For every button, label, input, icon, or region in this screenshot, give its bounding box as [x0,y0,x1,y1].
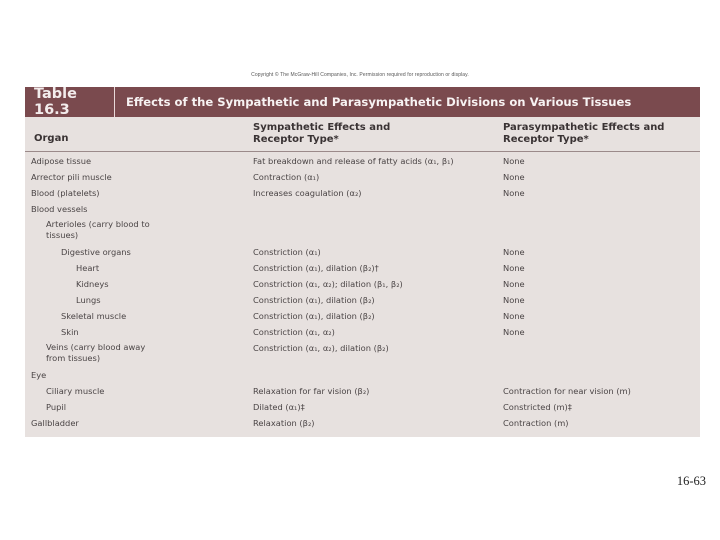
table-row [25,325,700,341]
sympathetic-cell: Constriction (α₁), dilation (β₂)† [253,263,379,273]
organ-cell: Arrector pili muscle [31,172,112,182]
parasympathetic-cell: None [503,188,525,198]
organ-cell: Skin [61,327,79,337]
table-row [25,309,700,325]
table-row [25,277,700,293]
organ-cell: Heart [76,263,100,273]
parasympathetic-cell: None [503,327,525,337]
table-row [25,416,700,432]
sympathetic-cell: Dilated (α₁)‡ [253,402,305,412]
sympathetic-cell: Increases coagulation (α₂) [253,188,362,198]
parasympathetic-cell: None [503,311,525,321]
table-row [25,218,700,245]
organ-cell: Blood vessels [31,204,88,214]
table-row [25,261,700,277]
header-sympathetic-line1: Sympathetic Effects and [253,122,391,133]
table-row [25,384,700,400]
organ-cell: Arterioles (carry blood to tissues) [46,219,150,240]
sympathetic-cell: Constriction (α₁) [253,247,321,257]
sympathetic-cell: Constriction (α₁), dilation (β₂) [253,311,375,321]
parasympathetic-cell: None [503,247,525,257]
organ-cell: Veins (carry blood away from tissues) [46,342,146,363]
organ-cell: Digestive organs [61,247,131,257]
copyright-notice: Copyright © The McGraw-Hill Companies, Inc. Permission required for reproduction or display. [251,72,469,78]
organ-cell: Pupil [46,402,66,412]
header-parasympathetic-line2: Receptor Type* [503,134,589,145]
sympathetic-cell: Relaxation for far vision (β₂) [253,386,370,396]
sympathetic-cell: Constriction (α₁, α₂), dilation (β₂) [253,343,389,353]
sympathetic-cell: Fat breakdown and release of fatty acids (α₁, β₁) [253,156,454,166]
parasympathetic-cell: None [503,172,525,182]
table-row [25,154,700,170]
organ-cell: Adipose tissue [31,156,92,166]
table-16-3 [25,87,700,437]
parasympathetic-cell: Contraction (m) [503,418,569,428]
organ-cell: Blood (platelets) [31,188,100,198]
header-sympathetic-line2: Receptor Type* [253,134,339,145]
table-row [25,368,700,384]
table-body [25,154,700,432]
organ-cell: Skeletal muscle [61,311,127,321]
organ-cell: Lungs [76,295,101,305]
table-number: Table 16.3 [25,87,115,117]
table-row [25,202,700,218]
header-organ: Organ [34,133,69,144]
parasympathetic-cell: None [503,279,525,289]
parasympathetic-cell: None [503,156,525,166]
table-row [25,341,700,368]
table-row [25,245,700,261]
parasympathetic-cell: None [503,295,525,305]
table-row [25,400,700,416]
parasympathetic-cell: None [503,263,525,273]
header-parasympathetic-line1: Parasympathetic Effects and [503,122,665,133]
sympathetic-cell: Constriction (α₁, α₂); dilation (β₁, β₂) [253,279,403,289]
sympathetic-cell: Contraction (α₁) [253,172,320,182]
table-header [25,117,700,152]
sympathetic-cell: Constriction (α₁, α₂) [253,327,335,337]
parasympathetic-cell: Contraction for near vision (m) [503,386,631,396]
table-title: Effects of the Sympathetic and Parasympathetic Divisions on Various Tissues [126,95,632,109]
table-title-bar [25,87,700,117]
sympathetic-cell: Relaxation (β₂) [253,418,315,428]
organ-cell: Gallbladder [31,418,79,428]
organ-cell: Ciliary muscle [46,386,105,396]
organ-cell: Eye [31,370,47,380]
parasympathetic-cell: Constricted (m)‡ [503,402,572,412]
page-number: 16-63 [676,474,706,488]
table-row [25,293,700,309]
table-row [25,186,700,202]
table-row [25,170,700,186]
sympathetic-cell: Constriction (α₁), dilation (β₂) [253,295,375,305]
organ-cell: Kidneys [76,279,109,289]
